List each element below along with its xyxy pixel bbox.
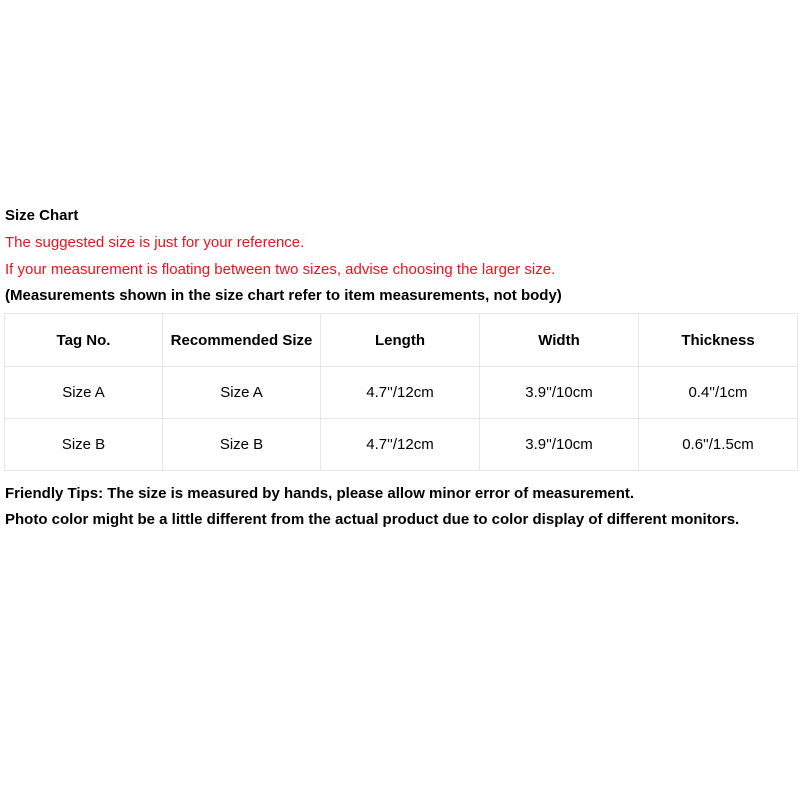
cell-tag-no: Size B (5, 419, 163, 471)
cell-length: 4.7''/12cm (321, 367, 480, 419)
size-table (4, 313, 798, 471)
friendly-tip-color: Photo color might be a little different from the actual product due to color display of different monitors. (5, 511, 740, 528)
table-row (5, 367, 798, 419)
table-row (5, 419, 798, 471)
column-header-length: Length (321, 314, 480, 367)
column-header-thickness: Thickness (639, 314, 798, 367)
cell-tag-no: Size A (5, 367, 163, 419)
table-header-row (5, 314, 798, 367)
cell-recommended-size: Size A (163, 367, 321, 419)
cell-width: 3.9''/10cm (480, 367, 639, 419)
cell-thickness: 0.6''/1.5cm (639, 419, 798, 471)
reference-note: The suggested size is just for your reference. (5, 234, 305, 251)
column-header-recommended-size: Recommended Size (163, 314, 321, 367)
cell-recommended-size: Size B (163, 419, 321, 471)
cell-thickness: 0.4''/1cm (639, 367, 798, 419)
column-header-width: Width (480, 314, 639, 367)
measurement-note: (Measurements shown in the size chart refer to item measurements, not body) (5, 287, 562, 304)
between-sizes-note: If your measurement is floating between two sizes, advise choosing the larger size. (5, 261, 556, 278)
size-chart-title: Size Chart (5, 207, 79, 224)
cell-width: 3.9''/10cm (480, 419, 639, 471)
cell-length: 4.7''/12cm (321, 419, 480, 471)
column-header-tag-no: Tag No. (5, 314, 163, 367)
friendly-tip-measurement: Friendly Tips: The size is measured by hands, please allow minor error of measurement. (5, 485, 635, 502)
